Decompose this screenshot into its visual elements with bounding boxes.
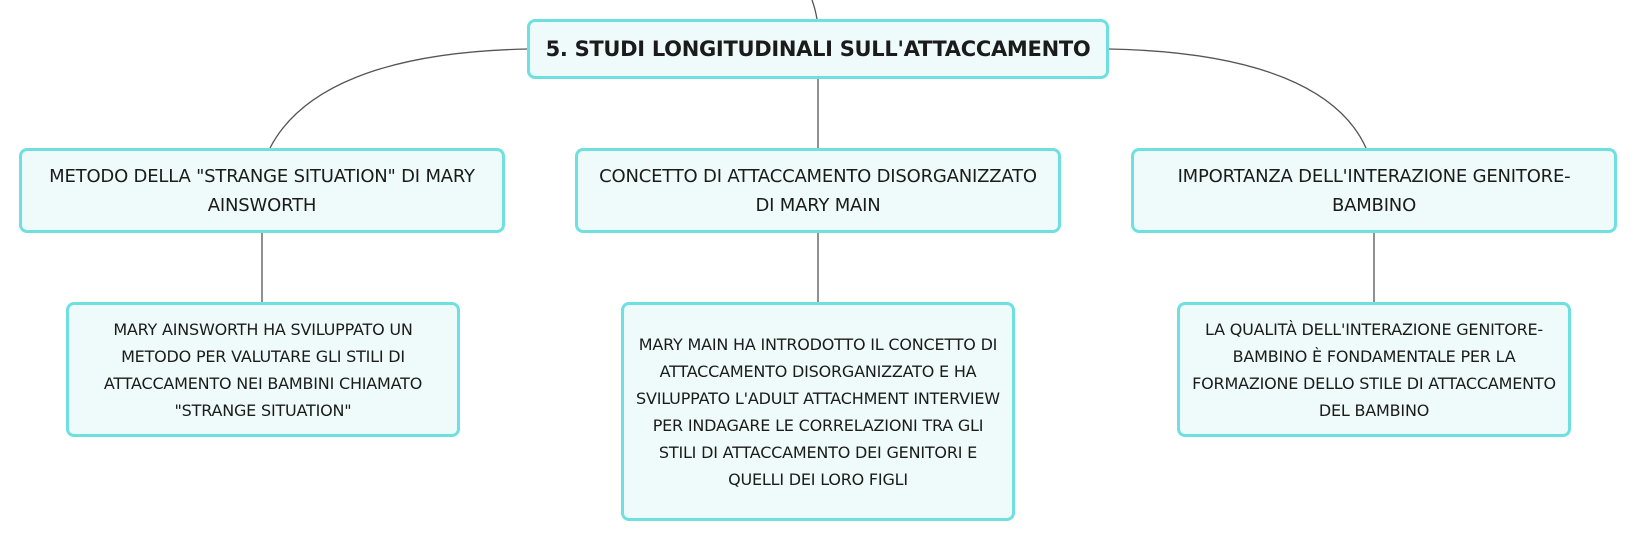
branch-topic-label: CONCETTO DI ATTACCAMENTO DISORGANIZZATO DI MARY MAIN: [599, 165, 1037, 216]
root-topic[interactable]: [527, 19, 1109, 79]
detail-topic-text: MARY AINSWORTH HA SVILUPPATO UN METODO PER VALUTARE GLI STILI DI ATTACCAMENTO NEI BAMBINI CHIAMATO "STRANGE SITUATION": [103, 319, 423, 420]
connector-root-to-branch-a: [270, 49, 527, 148]
branch-topic-parent-child-interaction[interactable]: [1131, 148, 1617, 233]
root-topic-label: 5. STUDI LONGITUDINALI SULL'ATTACCAMENTO: [545, 37, 1091, 61]
branch-topic-disorganized-attachment[interactable]: [575, 148, 1061, 233]
detail-topic-text: LA QUALITÀ DELL'INTERAZIONE GENITORE-BAMBINO È FONDAMENTALE PER LA FORMAZIONE DELLO STILE DI ATTACCAMENTO DEL BAMBINO: [1192, 319, 1556, 420]
detail-topic-disorganized-attachment[interactable]: [621, 302, 1015, 521]
detail-topic-text: MARY MAIN HA INTRODOTTO IL CONCETTO DI ATTACCAMENTO DISORGANIZZATO E HA SVILUPPATO L'ADULT ATTACHMENT INTERVIEW PER INDAGARE LE CORRELAZIONI TRA GLI STILI DI ATTACCAMENTO DEI GENITORI E QUELLI DEI LORO FIGLI: [636, 334, 1000, 489]
branch-topic-strange-situation[interactable]: [19, 148, 505, 233]
connector-root-to-branch-c: [1109, 49, 1366, 148]
branch-topic-label: METODO DELLA "STRANGE SITUATION" DI MARY AINSWORTH: [49, 165, 475, 216]
detail-topic-strange-situation[interactable]: [66, 302, 460, 437]
branch-topic-label: IMPORTANZA DELL'INTERAZIONE GENITORE-BAMBINO: [1177, 165, 1571, 216]
detail-topic-parent-child-interaction[interactable]: [1177, 302, 1571, 437]
connector-parent-to-root: [812, 0, 817, 19]
